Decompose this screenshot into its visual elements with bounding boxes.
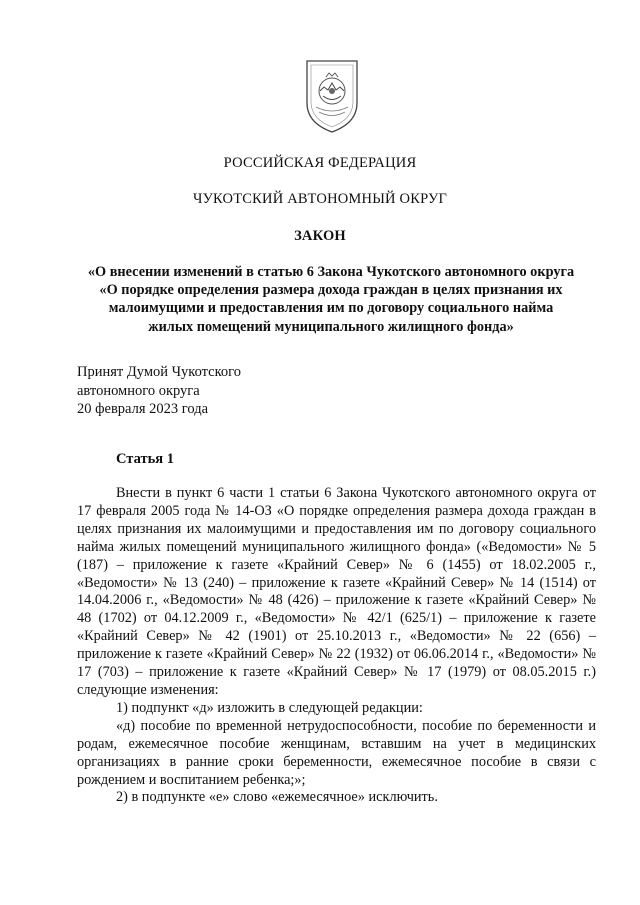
- article-body: [77, 485, 596, 807]
- article-paragraph: 1) подпункт «д» изложить в следующей редакции:: [116, 699, 423, 716]
- law-title-line: «О внесении изменений в статью 6 Закона Чукотского автономного округа: [87, 264, 575, 280]
- coat-of-arms-icon: [302, 57, 362, 135]
- adoption-line: Принят Думой Чукотского: [77, 364, 242, 380]
- adoption-line: автономного округа: [77, 382, 200, 399]
- adoption-date: 20 февраля 2023 года: [77, 401, 209, 417]
- region-name: ЧУКОТСКИЙ АВТОНОМНЫЙ ОКРУГ: [192, 191, 448, 207]
- article-heading: Статья 1: [116, 451, 174, 467]
- law-title: [70, 263, 592, 336]
- article-paragraph: Внести в пункт 6 части 1 статьи 6 Закона Чукотского автономного округа от 17 февраля 2005 года № 14-ОЗ «О порядке определения размера дохода граждан в целях признания их малоимущими и предоставления им по договору социального найма жилых помещений муниципального жилищного фонда» («Ведомости» № 5 (187) – приложение к газете «Крайний Север» № 6 (1455) от 18.02.2005 г., «Ведомости» № 13 (240) – приложение к газете «Крайний Север» № 14 (1514) от 14.04.2006 г., «Ведомости» № 48 (426) – приложение к газете «Крайний Север» № 48 (1702) от 04.12.2009 г., «Ведомости» № 42/1 (625/1) – приложение к газете «Крайний Север» № 42 (1901) от 25.10.2013 г., «Ведомости» № 22 (656) – приложение к газете «Крайний Север» № 22 (1932) от 06.06.2014 г., «Ведомости» № 17 (703) – приложение к газете «Крайний Север» № 17 (1979) от 08.05.2015 г.) следующие изменения:: [77, 485, 596, 698]
- article-paragraph: 2) в подпункте «е» слово «ежемесячное» исключить.: [116, 789, 438, 806]
- article-paragraph: «д) пособие по временной нетрудоспособности, пособие по беременности и родам, ежемесячное пособие женщинам, вставшим на учет в медицинских организациях в ранние сроки беременности, ежемесячное пособие в связи с рождением и воспитанием ребенка;»;: [77, 717, 596, 788]
- law-title-line: малоимущими и предоставления им по договору социального найма: [108, 300, 554, 317]
- law-title-line: жилых помещений муниципального жилищного фонда»: [148, 318, 514, 335]
- law-title-line: «О порядке определения размера дохода граждан в целях признания их: [99, 282, 563, 299]
- country-name: РОССИЙСКАЯ ФЕДЕРАЦИЯ: [223, 155, 417, 171]
- adoption-note: [77, 363, 241, 419]
- document-type: ЗАКОН: [294, 228, 346, 244]
